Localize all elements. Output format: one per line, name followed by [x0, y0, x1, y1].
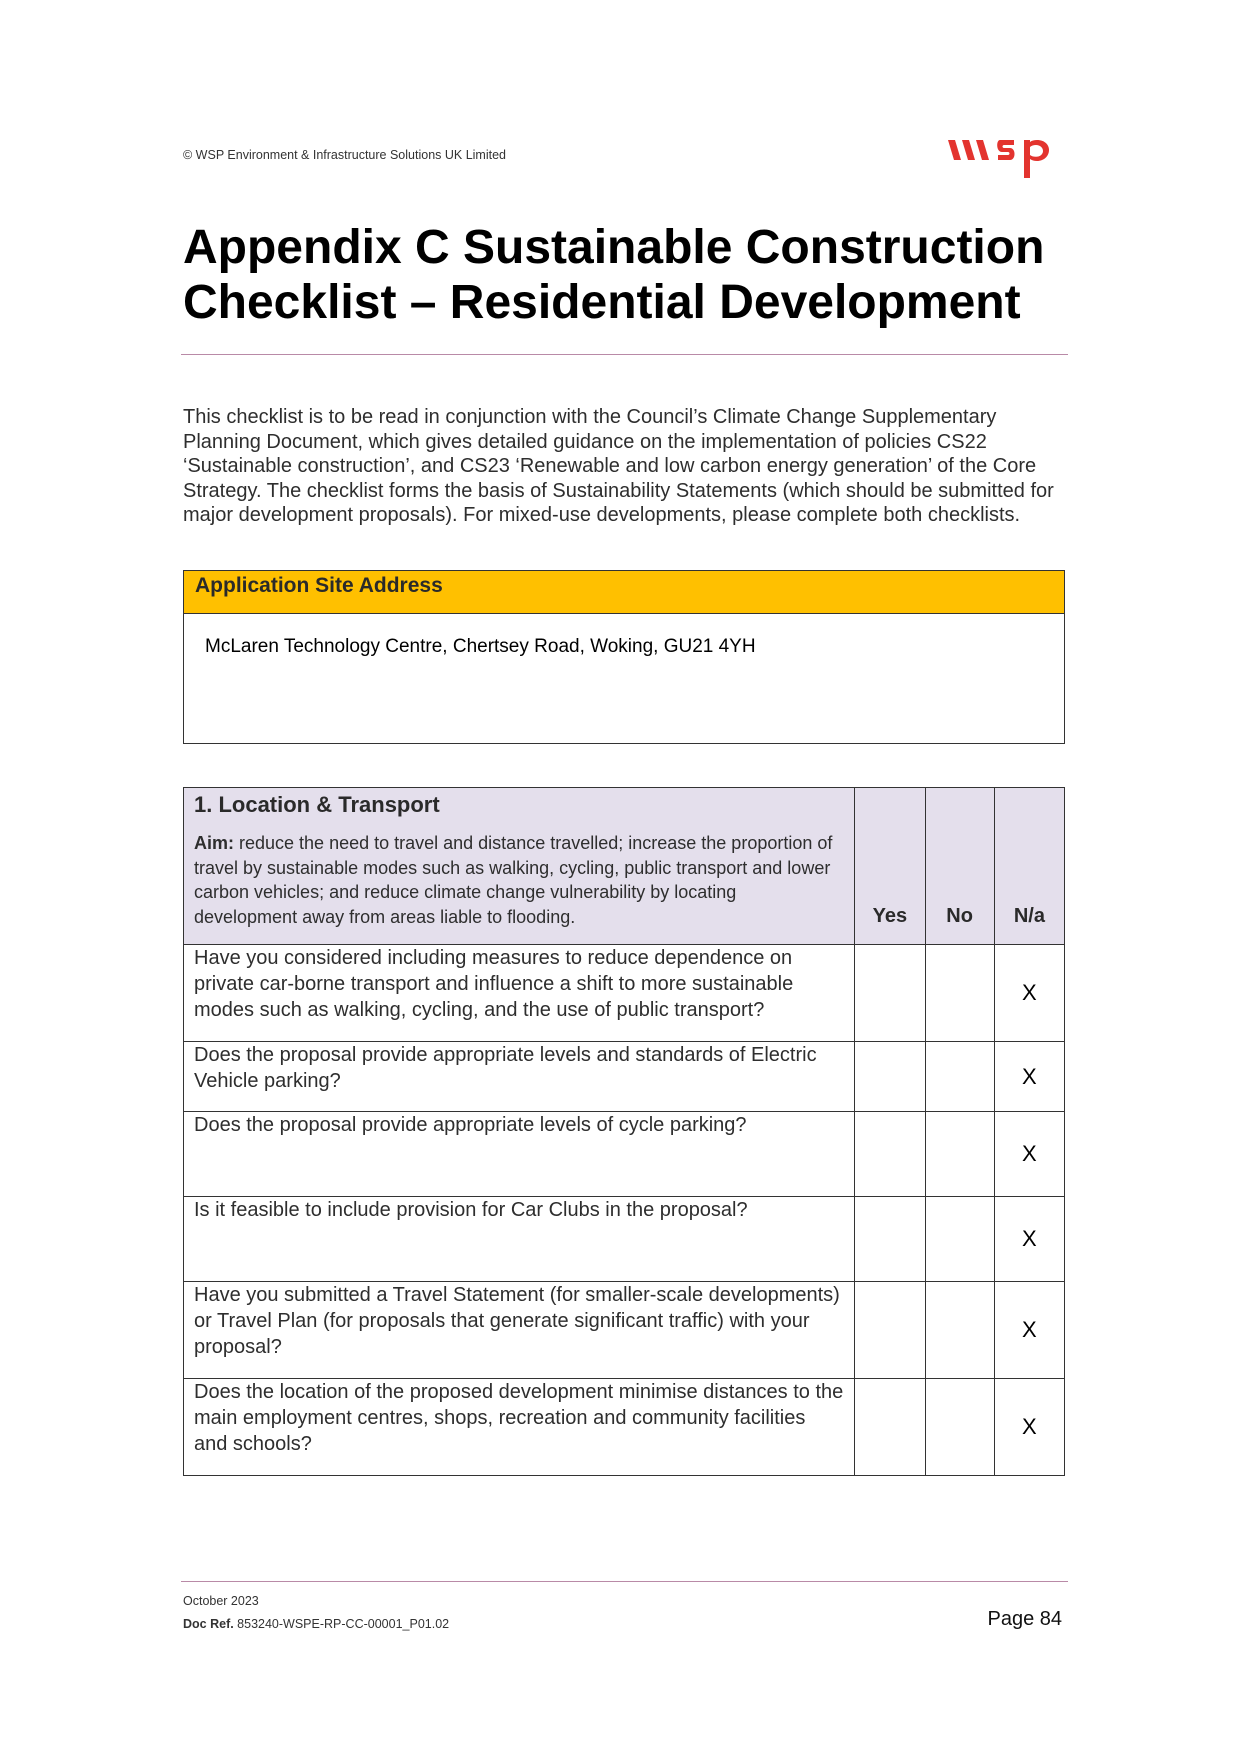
- answer-no[interactable]: [925, 1282, 994, 1379]
- intro-paragraph: This checklist is to be read in conjunction with the Council’s Climate Change Supplementary Planning Document, which gives detailed guidance on the implementation of policies CS22 ‘Sustainable construction’, and CS23 ‘Renewable and low carbon energy generation’ of the Core Strategy. The checklist forms the basis of Sustainability Statements (which should be submitted for major development proposals). For mixed-use developments, please complete both checklists.: [183, 406, 1054, 526]
- table-row: [184, 1282, 1065, 1379]
- footer-doc-ref: [183, 1617, 449, 1631]
- answer-yes[interactable]: [855, 945, 925, 1042]
- title-line-2: Checklist – Residential Development: [183, 276, 1021, 329]
- table-row: [184, 1379, 1065, 1476]
- answer-no[interactable]: [925, 945, 994, 1042]
- title-divider: [181, 354, 1068, 355]
- answer-no[interactable]: [925, 1042, 994, 1112]
- answer-no[interactable]: [925, 1197, 994, 1282]
- title-line-1: Appendix C Sustainable Construction: [183, 221, 1045, 274]
- answer-na[interactable]: X: [994, 1112, 1064, 1197]
- location-transport-table: [183, 787, 1065, 1476]
- column-header-na: N/a: [994, 788, 1064, 945]
- table-row: [184, 1112, 1065, 1197]
- question-text: Does the location of the proposed development minimise distances to the main employment centres, shops, recreation and community facilities and schools?: [184, 1379, 855, 1476]
- question-text: Have you submitted a Travel Statement (for smaller-scale developments) or Travel Plan (for proposals that generate significant traffic) with your proposal?: [184, 1282, 855, 1379]
- page-number: Page 84: [987, 1608, 1062, 1630]
- page-title: [183, 220, 1083, 330]
- answer-na[interactable]: X: [994, 1197, 1064, 1282]
- answer-yes[interactable]: [855, 1282, 925, 1379]
- answer-no[interactable]: [925, 1112, 994, 1197]
- table-row: [184, 1197, 1065, 1282]
- answer-yes[interactable]: [855, 1379, 925, 1476]
- answer-yes[interactable]: [855, 1042, 925, 1112]
- column-header-no: No: [925, 788, 994, 945]
- doc-ref-value: 853240-WSPE-RP-CC-00001_P01.02: [233, 1617, 450, 1631]
- footer-divider: [181, 1581, 1068, 1582]
- answer-na[interactable]: X: [994, 1379, 1064, 1476]
- table-row: [184, 945, 1065, 1042]
- question-text: Is it feasible to include provision for Car Clubs in the proposal?: [184, 1197, 855, 1282]
- answer-no[interactable]: [925, 1379, 994, 1476]
- answer-yes[interactable]: [855, 1112, 925, 1197]
- application-address-value: McLaren Technology Centre, Chertsey Road, Woking, GU21 4YH: [205, 636, 756, 657]
- answer-yes[interactable]: [855, 1197, 925, 1282]
- footer-date: October 2023: [183, 1594, 259, 1608]
- question-text: Does the proposal provide appropriate levels of cycle parking?: [184, 1112, 855, 1197]
- section-title: 1. Location & Transport: [194, 792, 440, 817]
- wsp-logo: [948, 136, 1062, 192]
- copyright-text: © WSP Environment & Infrastructure Solutions UK Limited: [183, 148, 506, 162]
- aim-label: Aim:: [194, 833, 234, 853]
- application-address-heading: Application Site Address: [184, 571, 1064, 614]
- section-header-cell: [184, 788, 855, 945]
- table-header-row: [184, 788, 1065, 945]
- question-text: Have you considered including measures to reduce dependence on private car-borne transport and influence a shift to more sustainable modes such as walking, cycling, and the use of public transport?: [184, 945, 855, 1042]
- section-aim: [194, 831, 844, 929]
- aim-text: reduce the need to travel and distance travelled; increase the proportion of travel by sustainable modes such as walking, cycling, public transport and lower carbon vehicles; and reduce climate change vulnerability by locating development away from areas liable to flooding.: [194, 833, 833, 927]
- table-row: [184, 1042, 1065, 1112]
- application-address-box: [183, 570, 1065, 744]
- answer-na[interactable]: X: [994, 1042, 1064, 1112]
- answer-na[interactable]: X: [994, 945, 1064, 1042]
- doc-ref-label: Doc Ref.: [183, 1617, 234, 1631]
- question-text: Does the proposal provide appropriate levels and standards of Electric Vehicle parking?: [184, 1042, 855, 1112]
- answer-na[interactable]: X: [994, 1282, 1064, 1379]
- column-header-yes: Yes: [855, 788, 925, 945]
